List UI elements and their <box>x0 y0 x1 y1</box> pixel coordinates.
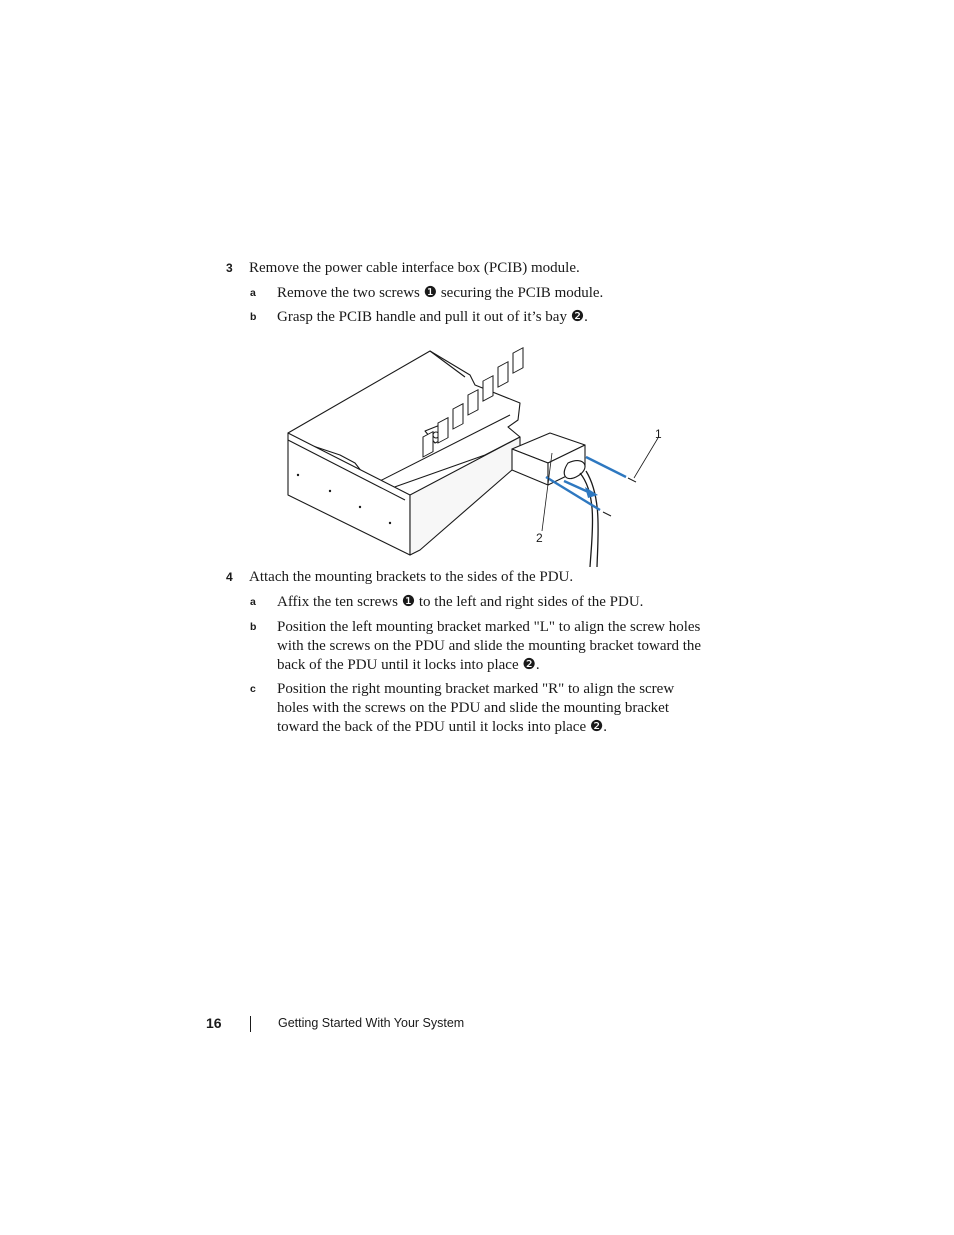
substep-text: Grasp the PCIB handle and pull it out of it’s bay ❷. <box>277 309 588 325</box>
substep-text: Position the left mounting bracket marked "L" to align the screw holes with the screws on the PDU and slide the mounting bracket toward the back of the PDU until it locks into place ❷. <box>277 619 702 673</box>
callout-2: 2 <box>536 531 543 545</box>
substep-text: Remove the two screws ❶ securing the PCIB module. <box>277 285 604 301</box>
step-number: 4 <box>226 570 233 584</box>
substep-letter: a <box>250 596 256 608</box>
step-number: 3 <box>226 261 233 275</box>
substep-letter: c <box>250 683 256 695</box>
substep-text: Affix the ten screws ❶ to the left and right sides of the PDU. <box>277 594 644 610</box>
step-text: Remove the power cable interface box (PCIB) module. <box>249 260 580 276</box>
footer-divider <box>250 1016 251 1032</box>
substep-letter: b <box>250 621 257 633</box>
callout-1: 1 <box>655 427 662 441</box>
page-number: 16 <box>206 1015 222 1031</box>
step-text: Attach the mounting brackets to the sides of the PDU. <box>249 569 574 585</box>
pcib-removal-illustration <box>280 345 670 570</box>
substep-letter: a <box>250 287 256 299</box>
substep-letter: b <box>250 311 257 323</box>
substep-text: Position the right mounting bracket marked "R" to align the screw holes with the screws on the PDU and slide the mounting bracket toward the back of the PDU until it locks into place ❷. <box>277 681 675 735</box>
footer-title: Getting Started With Your System <box>278 1016 465 1030</box>
